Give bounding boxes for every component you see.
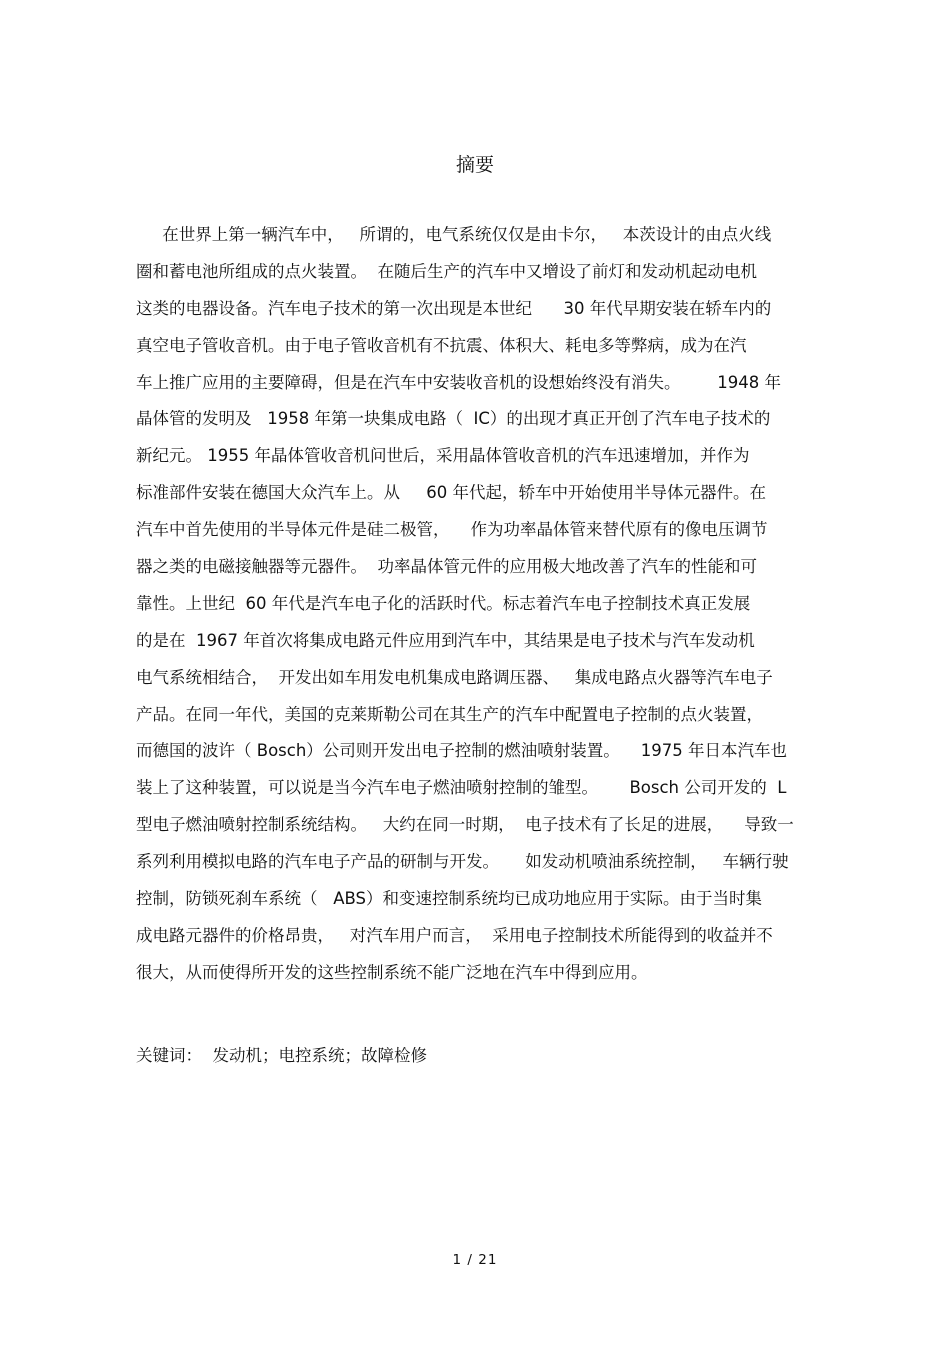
abstract-line: 晶体管的发明及 1958 年第一块集成电路（ IC）的出现才真正开创了汽车电子技术的 bbox=[136, 409, 771, 429]
abstract-line: 真空电子管收音机。由于电子管收音机有不抗震、体积大、耗电多等弊病，成为在汽 bbox=[136, 335, 747, 355]
page-number: 1 / 21 bbox=[452, 1252, 498, 1268]
abstract-line: 产品。在同一年代，美国的克莱斯勒公司在其生产的汽车中配置电子控制的点火装置， bbox=[136, 704, 763, 724]
abstract-line: 靠性。上世纪 60 年代是汽车电子化的活跃时代。标志着汽车电子控制技术真正发展 bbox=[136, 593, 751, 613]
abstract-line: 器之类的电磁接触器等元器件。 功率晶体管元件的应用极大地改善了汽车的性能和可 bbox=[136, 557, 757, 577]
abstract-line: 在世界上第一辆汽车中， 所谓的，电气系统仅仅是由卡尔， 本茨设计的由点火线 bbox=[136, 225, 772, 244]
abstract-line: 很大，从而使得所开发的这些控制系统不能广泛地在汽车中得到应用。 bbox=[136, 962, 648, 982]
abstract-line: 的是在 1967 年首次将集成电路元件应用到汽车中，其结果是电子技术与汽车发动机 bbox=[136, 630, 755, 650]
abstract-line: 车上推广应用的主要障碍，但是在汽车中安装收音机的设想始终没有消失。 1948 年 bbox=[136, 372, 781, 392]
abstract-line: 型电子燃油喷射控制系统结构。 大约在同一时期， 电子技术有了长足的进展， 导致一 bbox=[136, 815, 794, 835]
abstract-line: 新纪元。 1955 年晶体管收音机问世后，采用晶体管收音机的汽车迅速增加，并作为 bbox=[136, 446, 750, 466]
page-title: 摘要 bbox=[455, 154, 494, 176]
keywords-line: 关键词： 发动机；电控系统；故障检修 bbox=[136, 1046, 427, 1065]
abstract-line: 汽车中首先使用的半导体元件是硅二极管， 作为功率晶体管来替代原有的像电压调节 bbox=[136, 520, 768, 540]
abstract-line: 系列利用模拟电路的汽车电子产品的研制与开发。 如发动机喷油系统控制， 车辆行驶 bbox=[136, 852, 789, 872]
abstract-line: 电气系统相结合， 开发出如车用发电机集成电路调压器、 集成电路点火器等汽车电子 bbox=[136, 667, 773, 687]
abstract-line: 而德国的波许（ Bosch）公司则开发出电子控制的燃油喷射装置。 1975 年日本汽车也 bbox=[136, 741, 788, 761]
abstract-line: 圈和蓄电池所组成的点火装置。 在随后生产的汽车中又增设了前灯和发动机起动电机 bbox=[136, 261, 757, 281]
abstract-line: 装上了这种装置，可以说是当今汽车电子燃油喷射控制的雏型。 Bosch 公司开发的 L bbox=[136, 778, 787, 798]
abstract-body bbox=[136, 222, 836, 997]
abstract-line: 标准部件安装在德国大众汽车上。从 60 年代起，轿车中开始使用半导体元器件。在 bbox=[136, 483, 766, 503]
abstract-line: 控制，防锁死刹车系统（ ABS）和变速控制系统均已成功地应用于实际。由于当时集 bbox=[136, 889, 763, 909]
abstract-line: 这类的电器设备。汽车电子技术的第一次出现是本世纪 30 年代早期安装在轿车内的 bbox=[136, 298, 772, 318]
abstract-line: 成电路元器件的价格昂贵， 对汽车用户而言， 采用电子控制技术所能得到的收益并不 bbox=[136, 925, 773, 945]
